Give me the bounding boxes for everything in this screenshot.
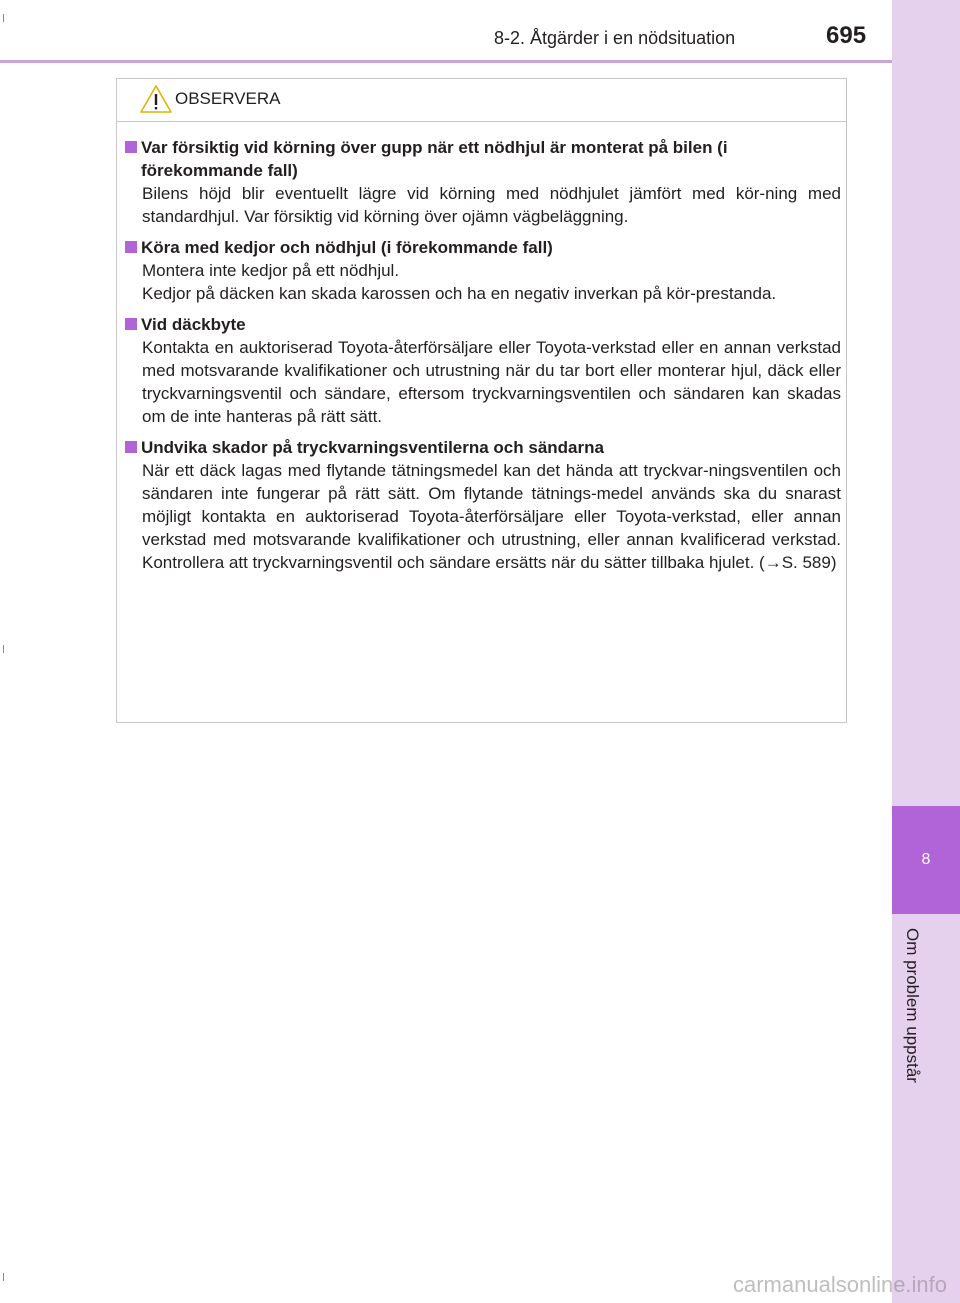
caution-item — [125, 236, 841, 305]
bullet-square-icon — [125, 441, 137, 453]
caution-item — [125, 136, 841, 228]
crop-mark — [3, 14, 4, 22]
caution-box — [116, 78, 847, 723]
bullet-square-icon — [125, 141, 137, 153]
page-number: 695 — [826, 22, 867, 49]
caution-body — [125, 136, 841, 582]
chapter-title: Om problem uppstår — [903, 928, 922, 1083]
crop-mark — [3, 1273, 4, 1281]
section-title: 8-2. Åtgärder i en nödsituation — [494, 28, 736, 48]
header-divider — [0, 60, 892, 63]
bullet-square-icon — [125, 241, 137, 253]
bullet-square-icon — [125, 318, 137, 330]
caution-item — [125, 313, 841, 428]
caution-item-title: Undvika skador på tryckvarningsventilerna och sändarna — [141, 438, 604, 457]
chapter-number: 8 — [921, 851, 931, 868]
caution-item-title: Var försiktig vid körning över gupp när ett nödhjul är monterat på bilen (i förekommande fall) — [141, 138, 728, 180]
watermark: carmanualsonline.info — [733, 1272, 948, 1297]
caution-item-title: Vid däckbyte — [141, 315, 246, 334]
caution-item-text: Kontakta en auktoriserad Toyota-återförsäljare eller Toyota-verkstad eller en annan verkstad med motsvarande kvalifikationer och utrustning när du tar bort eller monterar hjul, däck eller tryckvarningsventil och sändare, eftersom tryckvarningsventilen och sändaren kan skadas om de inte hanteras på rätt sätt. — [142, 338, 841, 426]
chapter-tab — [892, 806, 960, 914]
caution-label: OBSERVERA — [175, 89, 281, 108]
caution-item-text: Bilens höjd blir eventuellt lägre vid körning med nödhjulet jämfört med kör-ning med standardhjul. Var försiktig vid körning över ojämn vägbeläggning. — [142, 184, 841, 226]
caution-item — [125, 436, 841, 574]
caution-item-title: Köra med kedjor och nödhjul (i förekommande fall) — [141, 238, 553, 257]
caution-item-text: När ett däck lagas med flytande tätningsmedel kan det hända att tryckvar-ningsventilen och sändaren inte fungerar på rätt sätt. Om flytande tätnings-medel används ska du snarast möjligt kontakta en auktoriserad Toyota-återförsäljare eller Toyota-verkstad, eller annan verkstad med motsvarande kvalifikationer och utrustning, eller annan kvalificerad verkstad. Kontrollera att tryckvarningsventil och sändare ersätts när du sätter tillbaka hjulet. (→S. 589) — [142, 461, 841, 572]
crop-mark — [3, 645, 4, 653]
caution-header — [117, 79, 846, 122]
caution-item-text: Montera inte kedjor på ett nödhjul. Kedjor på däcken kan skada karossen och ha en negativ inverkan på kör-prestanda. — [142, 261, 777, 303]
warning-triangle-icon — [139, 84, 173, 114]
